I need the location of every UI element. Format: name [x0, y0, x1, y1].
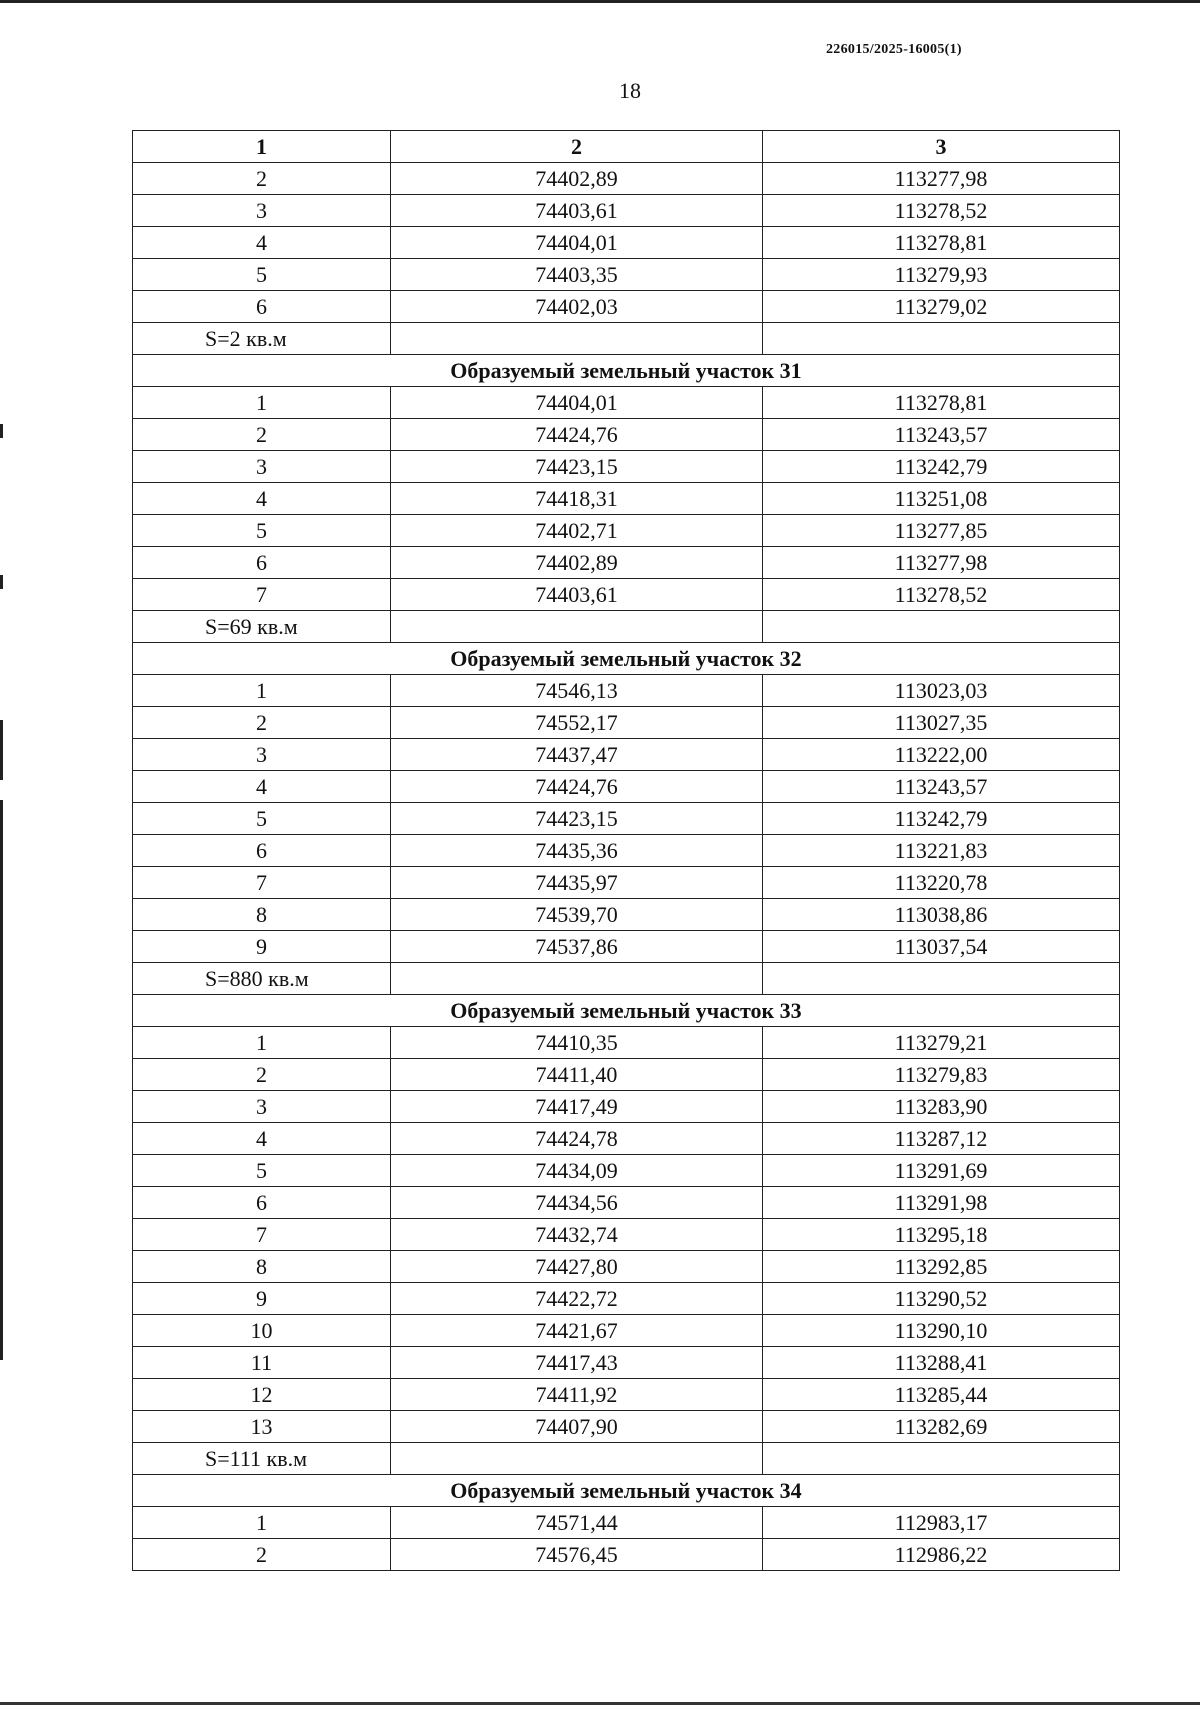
section-title: Образуемый земельный участок 33 — [133, 995, 1120, 1027]
x-coordinate-cell: 74437,47 — [391, 739, 763, 771]
empty-cell — [391, 611, 763, 643]
x-coordinate-cell: 74423,15 — [391, 803, 763, 835]
section-title: Образуемый земельный участок 34 — [133, 1475, 1120, 1507]
x-coordinate-cell: 74402,89 — [391, 163, 763, 195]
area-value: S=880 кв.м — [133, 963, 391, 995]
point-number-cell: 13 — [133, 1411, 391, 1443]
area-row — [133, 1443, 1120, 1475]
point-number-cell: 2 — [133, 419, 391, 451]
y-coordinate-cell: 113287,12 — [763, 1123, 1120, 1155]
point-number-cell: 7 — [133, 1219, 391, 1251]
y-coordinate-cell: 113278,52 — [763, 579, 1120, 611]
x-coordinate-cell: 74435,36 — [391, 835, 763, 867]
area-value: S=2 кв.м — [133, 323, 391, 355]
point-number-cell: 4 — [133, 483, 391, 515]
x-coordinate-cell: 74571,44 — [391, 1507, 763, 1539]
x-coordinate-cell: 74417,43 — [391, 1347, 763, 1379]
document-reference-number: 226015/2025-16005(1) — [826, 42, 962, 57]
table-row — [133, 1123, 1120, 1155]
table-row — [133, 1283, 1120, 1315]
point-number-cell: 11 — [133, 1347, 391, 1379]
x-coordinate-cell: 74434,09 — [391, 1155, 763, 1187]
point-number-cell: 9 — [133, 1283, 391, 1315]
x-coordinate-cell: 74402,71 — [391, 515, 763, 547]
y-coordinate-cell: 113278,81 — [763, 227, 1120, 259]
table-row — [133, 195, 1120, 227]
point-number-cell: 7 — [133, 867, 391, 899]
table-row — [133, 1155, 1120, 1187]
y-coordinate-cell: 112983,17 — [763, 1507, 1120, 1539]
table-row — [133, 1507, 1120, 1539]
scan-mark — [0, 575, 3, 589]
table-header-row — [133, 131, 1120, 163]
point-number-cell: 12 — [133, 1379, 391, 1411]
point-number-cell: 5 — [133, 515, 391, 547]
point-number-cell: 2 — [133, 163, 391, 195]
y-coordinate-cell: 113242,79 — [763, 803, 1120, 835]
table-row — [133, 899, 1120, 931]
table-row — [133, 835, 1120, 867]
table-row — [133, 707, 1120, 739]
y-coordinate-cell: 113291,69 — [763, 1155, 1120, 1187]
table-row — [133, 675, 1120, 707]
y-coordinate-cell: 113222,00 — [763, 739, 1120, 771]
point-number-cell: 4 — [133, 227, 391, 259]
x-coordinate-cell: 74421,67 — [391, 1315, 763, 1347]
empty-cell — [763, 611, 1120, 643]
x-coordinate-cell: 74404,01 — [391, 387, 763, 419]
table-row — [133, 867, 1120, 899]
table-row — [133, 515, 1120, 547]
area-row — [133, 323, 1120, 355]
y-coordinate-cell: 113220,78 — [763, 867, 1120, 899]
table-row — [133, 739, 1120, 771]
table-row — [133, 1027, 1120, 1059]
x-coordinate-cell: 74411,40 — [391, 1059, 763, 1091]
x-coordinate-cell: 74432,74 — [391, 1219, 763, 1251]
empty-cell — [763, 963, 1120, 995]
point-number-cell: 2 — [133, 707, 391, 739]
table-row — [133, 259, 1120, 291]
coordinates-table-body — [133, 131, 1120, 1571]
y-coordinate-cell: 113038,86 — [763, 899, 1120, 931]
x-coordinate-cell: 74403,61 — [391, 195, 763, 227]
y-coordinate-cell: 113279,83 — [763, 1059, 1120, 1091]
area-row — [133, 963, 1120, 995]
y-coordinate-cell: 113277,98 — [763, 547, 1120, 579]
area-value: S=111 кв.м — [133, 1443, 391, 1475]
point-number-cell: 3 — [133, 739, 391, 771]
point-number-cell: 1 — [133, 387, 391, 419]
y-coordinate-cell: 113278,81 — [763, 387, 1120, 419]
table-row — [133, 1411, 1120, 1443]
point-number-cell: 4 — [133, 1123, 391, 1155]
x-coordinate-cell: 74410,35 — [391, 1027, 763, 1059]
y-coordinate-cell: 113243,57 — [763, 419, 1120, 451]
y-coordinate-cell: 113027,35 — [763, 707, 1120, 739]
y-coordinate-cell: 113285,44 — [763, 1379, 1120, 1411]
section-title-row — [133, 1475, 1120, 1507]
empty-cell — [763, 323, 1120, 355]
column-header: 2 — [391, 131, 763, 163]
table-row — [133, 1251, 1120, 1283]
table-row — [133, 1539, 1120, 1571]
x-coordinate-cell: 74402,03 — [391, 291, 763, 323]
y-coordinate-cell: 113288,41 — [763, 1347, 1120, 1379]
column-header: 3 — [763, 131, 1120, 163]
y-coordinate-cell: 113251,08 — [763, 483, 1120, 515]
table-row — [133, 419, 1120, 451]
x-coordinate-cell: 74546,13 — [391, 675, 763, 707]
page-number: 18 — [619, 78, 641, 103]
point-number-cell: 2 — [133, 1059, 391, 1091]
point-number-cell: 8 — [133, 1251, 391, 1283]
y-coordinate-cell: 113277,85 — [763, 515, 1120, 547]
x-coordinate-cell: 74422,72 — [391, 1283, 763, 1315]
x-coordinate-cell: 74402,89 — [391, 547, 763, 579]
point-number-cell: 7 — [133, 579, 391, 611]
section-title-row — [133, 355, 1120, 387]
area-value: S=69 кв.м — [133, 611, 391, 643]
top-scan-border — [0, 0, 1200, 3]
coordinates-table — [132, 130, 1120, 1571]
point-number-cell: 5 — [133, 803, 391, 835]
point-number-cell: 3 — [133, 195, 391, 227]
y-coordinate-cell: 113282,69 — [763, 1411, 1120, 1443]
x-coordinate-cell: 74407,90 — [391, 1411, 763, 1443]
x-coordinate-cell: 74411,92 — [391, 1379, 763, 1411]
x-coordinate-cell: 74552,17 — [391, 707, 763, 739]
y-coordinate-cell: 113037,54 — [763, 931, 1120, 963]
point-number-cell: 8 — [133, 899, 391, 931]
table-row — [133, 771, 1120, 803]
table-row — [133, 1091, 1120, 1123]
x-coordinate-cell: 74424,78 — [391, 1123, 763, 1155]
y-coordinate-cell: 113292,85 — [763, 1251, 1120, 1283]
table-row — [133, 931, 1120, 963]
table-row — [133, 1219, 1120, 1251]
table-row — [133, 547, 1120, 579]
point-number-cell: 6 — [133, 291, 391, 323]
x-coordinate-cell: 74434,56 — [391, 1187, 763, 1219]
empty-cell — [763, 1443, 1120, 1475]
table-row — [133, 1347, 1120, 1379]
y-coordinate-cell: 113279,93 — [763, 259, 1120, 291]
y-coordinate-cell: 113295,18 — [763, 1219, 1120, 1251]
y-coordinate-cell: 113279,21 — [763, 1027, 1120, 1059]
section-title-row — [133, 643, 1120, 675]
x-coordinate-cell: 74423,15 — [391, 451, 763, 483]
y-coordinate-cell: 113277,98 — [763, 163, 1120, 195]
x-coordinate-cell: 74404,01 — [391, 227, 763, 259]
empty-cell — [391, 963, 763, 995]
x-coordinate-cell: 74424,76 — [391, 419, 763, 451]
y-coordinate-cell: 113243,57 — [763, 771, 1120, 803]
point-number-cell: 1 — [133, 1507, 391, 1539]
section-title: Образуемый земельный участок 31 — [133, 355, 1120, 387]
point-number-cell: 5 — [133, 259, 391, 291]
table-row — [133, 1059, 1120, 1091]
point-number-cell: 1 — [133, 1027, 391, 1059]
x-coordinate-cell: 74435,97 — [391, 867, 763, 899]
point-number-cell: 2 — [133, 1539, 391, 1571]
scan-mark — [0, 720, 3, 780]
point-number-cell: 3 — [133, 451, 391, 483]
point-number-cell: 3 — [133, 1091, 391, 1123]
table-row — [133, 387, 1120, 419]
point-number-cell: 6 — [133, 835, 391, 867]
area-row — [133, 611, 1120, 643]
x-coordinate-cell: 74418,31 — [391, 483, 763, 515]
y-coordinate-cell: 113290,10 — [763, 1315, 1120, 1347]
x-coordinate-cell: 74403,35 — [391, 259, 763, 291]
y-coordinate-cell: 113291,98 — [763, 1187, 1120, 1219]
point-number-cell: 9 — [133, 931, 391, 963]
x-coordinate-cell: 74427,80 — [391, 1251, 763, 1283]
y-coordinate-cell: 113242,79 — [763, 451, 1120, 483]
y-coordinate-cell: 113279,02 — [763, 291, 1120, 323]
y-coordinate-cell: 113290,52 — [763, 1283, 1120, 1315]
y-coordinate-cell: 113278,52 — [763, 195, 1120, 227]
table-row — [133, 451, 1120, 483]
table-row — [133, 803, 1120, 835]
table-row — [133, 1187, 1120, 1219]
y-coordinate-cell: 113023,03 — [763, 675, 1120, 707]
x-coordinate-cell: 74403,61 — [391, 579, 763, 611]
y-coordinate-cell: 112986,22 — [763, 1539, 1120, 1571]
y-coordinate-cell: 113221,83 — [763, 835, 1120, 867]
point-number-cell: 5 — [133, 1155, 391, 1187]
table-row — [133, 579, 1120, 611]
table-row — [133, 483, 1120, 515]
point-number-cell: 6 — [133, 547, 391, 579]
scan-mark — [0, 424, 3, 438]
table-row — [133, 291, 1120, 323]
x-coordinate-cell: 74576,45 — [391, 1539, 763, 1571]
table-row — [133, 163, 1120, 195]
point-number-cell: 10 — [133, 1315, 391, 1347]
table-row — [133, 227, 1120, 259]
x-coordinate-cell: 74537,86 — [391, 931, 763, 963]
empty-cell — [391, 323, 763, 355]
table-row — [133, 1315, 1120, 1347]
column-header: 1 — [133, 131, 391, 163]
scan-mark — [0, 800, 3, 1360]
empty-cell — [391, 1443, 763, 1475]
x-coordinate-cell: 74417,49 — [391, 1091, 763, 1123]
point-number-cell: 4 — [133, 771, 391, 803]
x-coordinate-cell: 74424,76 — [391, 771, 763, 803]
section-title: Образуемый земельный участок 32 — [133, 643, 1120, 675]
point-number-cell: 1 — [133, 675, 391, 707]
y-coordinate-cell: 113283,90 — [763, 1091, 1120, 1123]
table-row — [133, 1379, 1120, 1411]
point-number-cell: 6 — [133, 1187, 391, 1219]
section-title-row — [133, 995, 1120, 1027]
bottom-scan-border — [0, 1702, 1200, 1705]
x-coordinate-cell: 74539,70 — [391, 899, 763, 931]
